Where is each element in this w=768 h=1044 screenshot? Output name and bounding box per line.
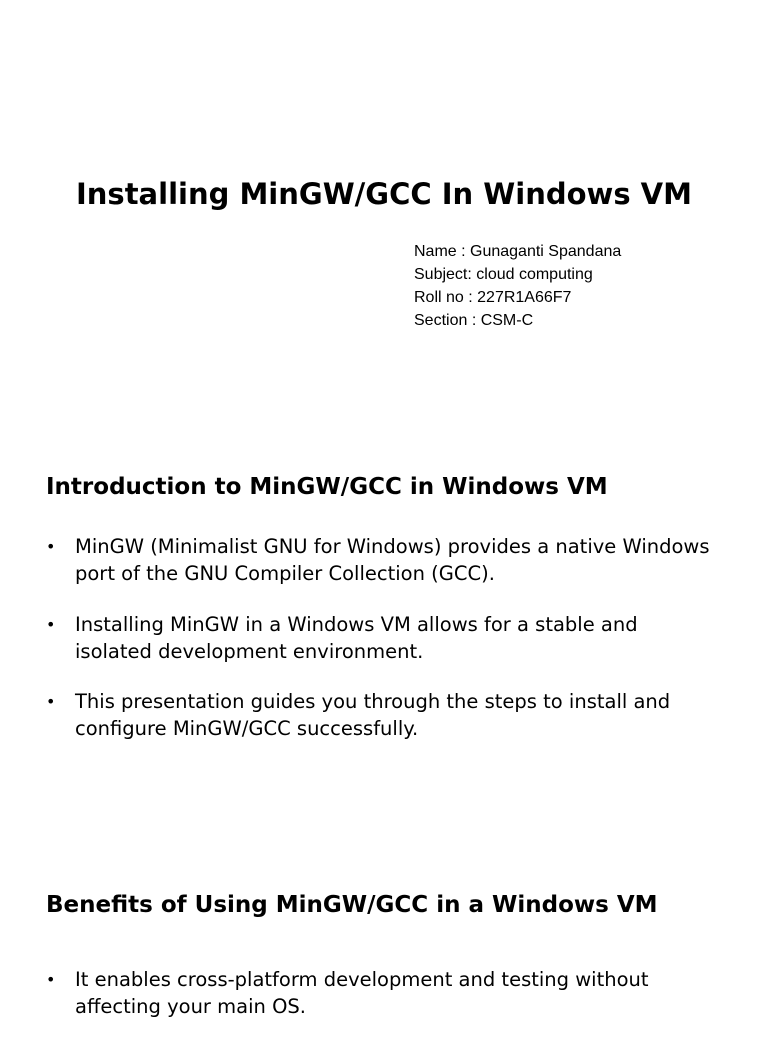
section-line: Section : CSM-C	[414, 312, 534, 329]
benefits-bullet-list	[46, 966, 716, 1044]
bullet-icon: •	[46, 970, 56, 989]
bullet-text: MinGW (Minimalist GNU for Windows) provides a native Windows port of the GNU Compiler Collection (GCC).	[75, 535, 710, 585]
roll-number: Roll no : 227R1A66F7	[414, 289, 572, 306]
list-item	[46, 611, 716, 665]
intro-heading: Introduction to MinGW/GCC in Windows VM	[46, 474, 608, 500]
list-item	[46, 688, 716, 742]
list-item	[46, 966, 716, 1020]
author-info-block	[414, 240, 621, 332]
benefits-heading: Benefits of Using MinGW/GCC in a Windows VM	[46, 892, 658, 918]
bullet-text: This presentation guides you through the steps to install and configure MinGW/GCC successfully.	[75, 690, 671, 740]
bullet-text: It enables cross-platform development and testing without affecting your main OS.	[75, 968, 649, 1018]
bullet-text: Installing MinGW in a Windows VM allows for a stable and isolated development environment.	[75, 612, 638, 663]
author-name: Name : Gunaganti Spandana	[414, 243, 622, 260]
intro-bullet-list	[46, 533, 716, 766]
bullet-icon: •	[46, 537, 56, 556]
slide-title: Installing MinGW/GCC In Windows VM	[76, 177, 692, 211]
bullet-icon: •	[46, 614, 56, 634]
subject-line: Subject: cloud computing	[414, 266, 593, 283]
list-item	[46, 533, 716, 587]
bullet-icon: •	[46, 692, 56, 711]
